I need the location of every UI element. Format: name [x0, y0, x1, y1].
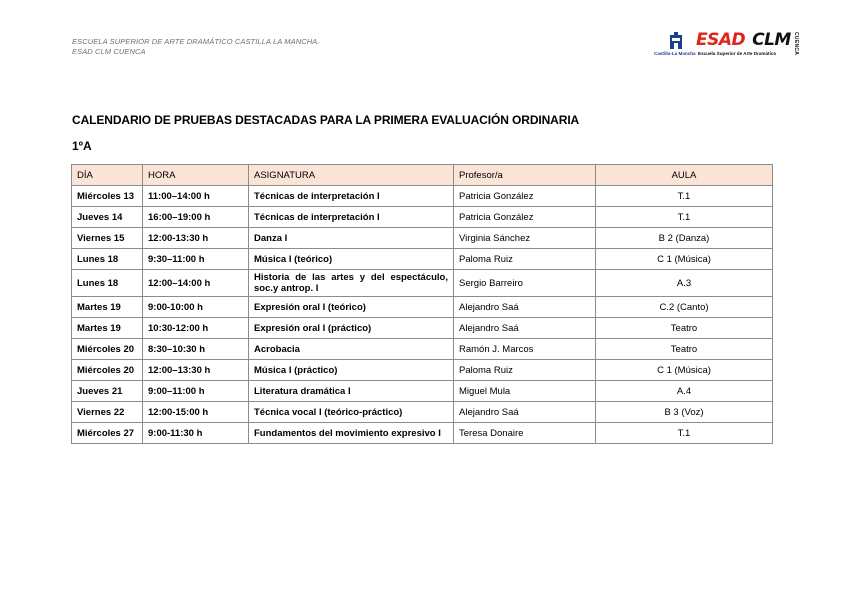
cell-teacher: Patricia González	[454, 207, 596, 228]
cell-teacher: Paloma Ruiz	[454, 360, 596, 381]
esad-logo	[654, 30, 806, 60]
exam-schedule-table	[71, 164, 773, 444]
cell-time: 10:30-12:00 h	[143, 318, 249, 339]
cell-day: Jueves 21	[72, 381, 143, 402]
cell-time: 16:00–19:00 h	[143, 207, 249, 228]
cell-room: A.4	[596, 381, 773, 402]
cell-time: 9:00-10:00 h	[143, 297, 249, 318]
school-header	[72, 37, 320, 57]
cell-day: Lunes 18	[72, 270, 143, 297]
table-row	[72, 339, 773, 360]
cell-subject: Expresión oral I (teórico)	[249, 297, 454, 318]
cell-subject: Técnicas de interpretación I	[249, 207, 454, 228]
cell-time: 12:00-15:00 h	[143, 402, 249, 423]
table-row	[72, 402, 773, 423]
cell-day: Martes 19	[72, 297, 143, 318]
cell-room: T.1	[596, 423, 773, 444]
header-time: HORA	[143, 165, 249, 186]
cell-day: Miércoles 13	[72, 186, 143, 207]
cell-time: 12:00–14:00 h	[143, 270, 249, 297]
cell-time: 12:00–13:30 h	[143, 360, 249, 381]
cell-teacher: Alejandro Saá	[454, 297, 596, 318]
cell-day: Miércoles 27	[72, 423, 143, 444]
table-row	[72, 360, 773, 381]
cell-subject: Acrobacia	[249, 339, 454, 360]
header-day: DÍA	[72, 165, 143, 186]
table-row	[72, 228, 773, 249]
school-campus: ESAD CLM CUENCA	[72, 47, 146, 56]
cell-room: C.2 (Canto)	[596, 297, 773, 318]
table-row	[72, 249, 773, 270]
cell-time: 12:00-13:30 h	[143, 228, 249, 249]
cell-subject: Danza I	[249, 228, 454, 249]
header-subject: ASIGNATURA	[249, 165, 454, 186]
cell-room: B 3 (Voz)	[596, 402, 773, 423]
cell-subject: Literatura dramática I	[249, 381, 454, 402]
table-row	[72, 297, 773, 318]
table-row	[72, 270, 773, 297]
esad-wordmark	[696, 30, 791, 50]
cell-teacher: Paloma Ruiz	[454, 249, 596, 270]
cell-day: Miércoles 20	[72, 360, 143, 381]
cell-room: Teatro	[596, 339, 773, 360]
cuenca-vertical-label: CUENCA	[793, 32, 799, 56]
cell-teacher: Sergio Barreiro	[454, 270, 596, 297]
table-row	[72, 207, 773, 228]
cell-time: 8:30–10:30 h	[143, 339, 249, 360]
table-row	[72, 381, 773, 402]
table-row	[72, 186, 773, 207]
group-heading: 1ºA	[72, 139, 92, 153]
cell-day: Lunes 18	[72, 249, 143, 270]
cell-time: 9:00-11:30 h	[143, 423, 249, 444]
cell-room: T.1	[596, 207, 773, 228]
cell-room: B 2 (Danza)	[596, 228, 773, 249]
cell-room: C 1 (Música)	[596, 360, 773, 381]
header-teacher: Profesor/a	[454, 165, 596, 186]
esad-subtitle: Escuela Superior de Arte Dramático	[698, 51, 777, 56]
cell-teacher: Alejandro Saá	[454, 402, 596, 423]
clm-word: CLM	[752, 30, 791, 50]
cell-room: Teatro	[596, 318, 773, 339]
cell-day: Viernes 15	[72, 228, 143, 249]
cell-teacher: Alejandro Saá	[454, 318, 596, 339]
cell-teacher: Patricia González	[454, 186, 596, 207]
cell-day: Martes 19	[72, 318, 143, 339]
cell-subject: Expresión oral I (práctico)	[249, 318, 454, 339]
cell-room: A.3	[596, 270, 773, 297]
cell-subject: Música I (práctico)	[249, 360, 454, 381]
cell-day: Jueves 14	[72, 207, 143, 228]
cell-teacher: Virginia Sánchez	[454, 228, 596, 249]
cell-subject: Historia de las artes y del espectáculo, soc.y antrop. I	[249, 270, 454, 297]
header-room: AULA	[596, 165, 773, 186]
table-header-row	[72, 165, 773, 186]
cell-day: Miércoles 20	[72, 339, 143, 360]
cell-time: 11:00–14:00 h	[143, 186, 249, 207]
school-name: ESCUELA SUPERIOR DE ARTE DRAMÁTICO CASTILLA LA MANCHA.	[72, 37, 320, 46]
cell-day: Viernes 22	[72, 402, 143, 423]
document-title: CALENDARIO DE PRUEBAS DESTACADAS PARA LA PRIMERA EVALUACIÓN ORDINARIA	[72, 113, 580, 127]
cell-subject: Música I (teórico)	[249, 249, 454, 270]
cell-teacher: Miguel Mula	[454, 381, 596, 402]
cell-time: 9:30–11:00 h	[143, 249, 249, 270]
castilla-la-mancha-emblem-icon	[669, 32, 683, 50]
cell-teacher: Teresa Donaire	[454, 423, 596, 444]
esad-word: ESAD	[696, 30, 746, 50]
cell-time: 9:00–11:00 h	[143, 381, 249, 402]
cell-room: C 1 (Música)	[596, 249, 773, 270]
cell-subject: Técnica vocal I (teórico-práctico)	[249, 402, 454, 423]
region-label: Castilla-La Mancha	[654, 51, 696, 56]
table-row	[72, 318, 773, 339]
cell-subject: Técnicas de interpretación I	[249, 186, 454, 207]
cell-subject: Fundamentos del movimiento expresivo I	[249, 423, 454, 444]
cell-room: T.1	[596, 186, 773, 207]
cell-teacher: Ramón J. Marcos	[454, 339, 596, 360]
table-row	[72, 423, 773, 444]
